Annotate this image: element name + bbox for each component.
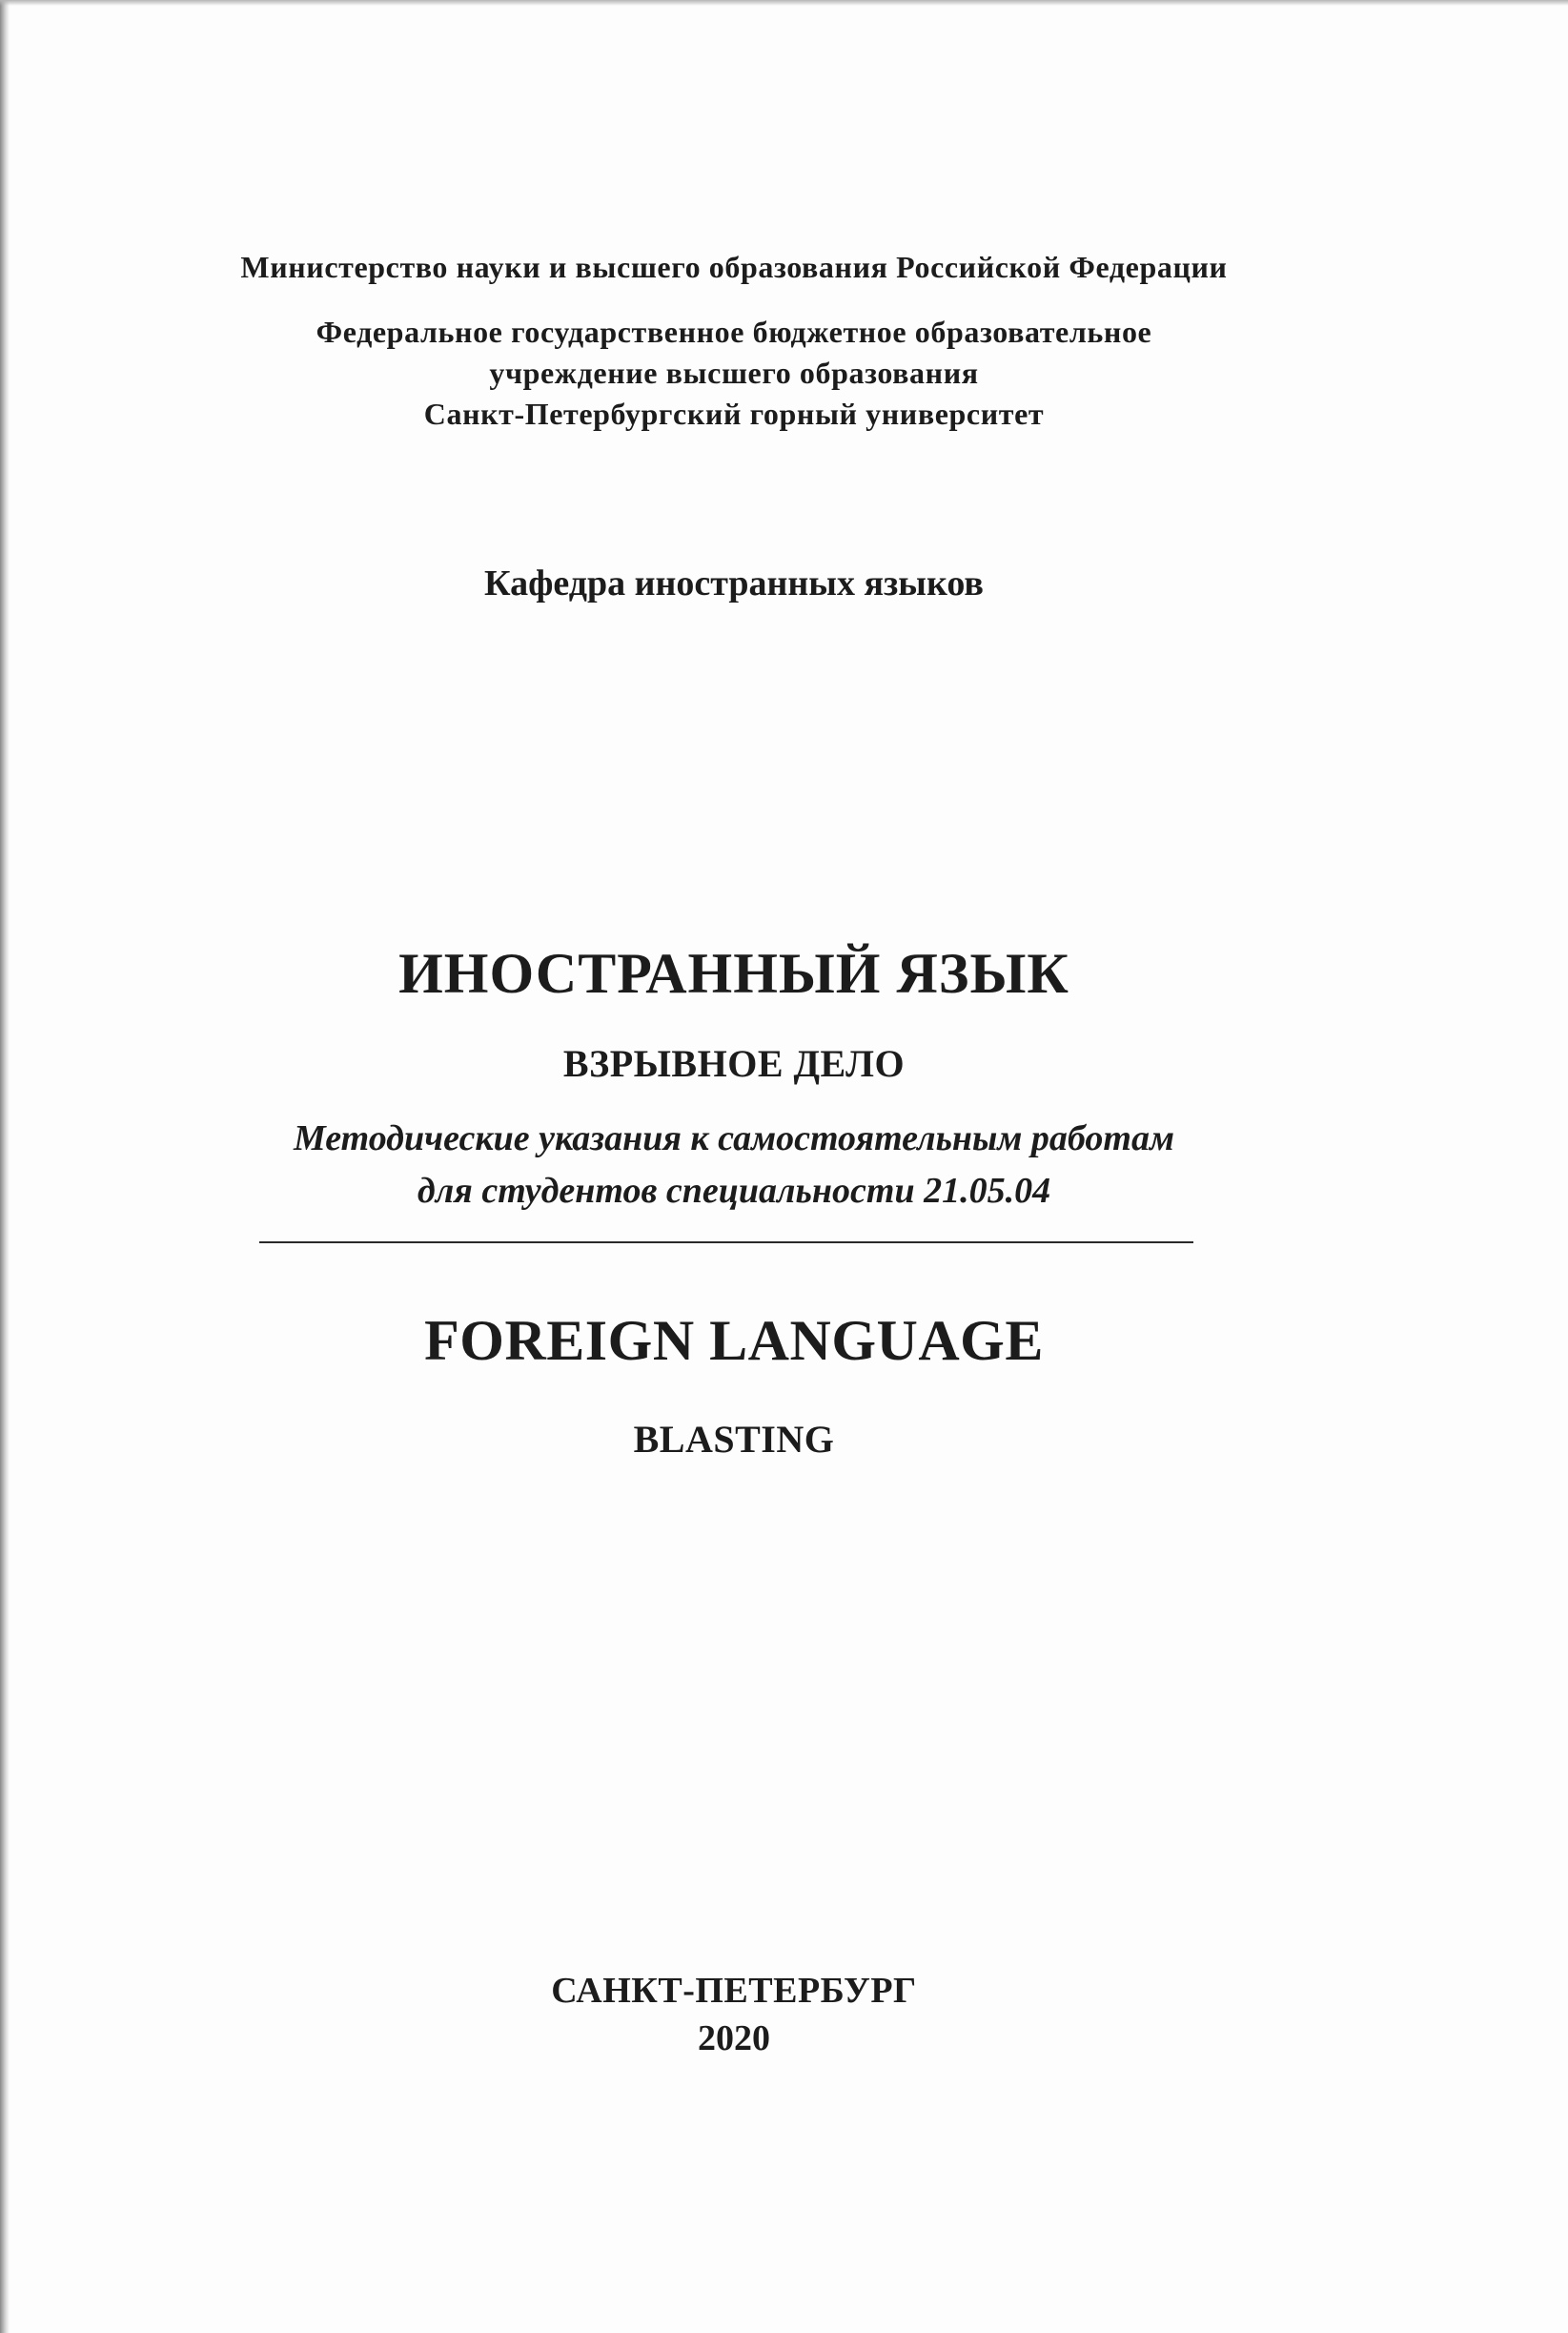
scan-edge-top (0, 0, 1568, 6)
title-english: FOREIGN LANGUAGE (424, 1309, 1044, 1372)
title-russian: ИНОСТРАННЫЙ ЯЗЫК (398, 942, 1069, 1005)
divider-rule (259, 1241, 1193, 1243)
subtitle-russian: ВЗРЫВНОЕ ДЕЛО (562, 1042, 906, 1085)
institution-line-1: Федеральное государственное бюджетное образовательное (316, 315, 1152, 349)
institution-line-2: учреждение высшего образования (489, 356, 979, 390)
subtitle-english: BLASTING (633, 1418, 835, 1461)
institution-line-3: Санкт-Петербургский горный университет (423, 397, 1045, 431)
description-line-1: Методические указания к самостоятельным работам (294, 1118, 1174, 1158)
publication-city: САНКТ-ПЕТЕРБУРГ (551, 1971, 917, 2011)
department-name: Кафедра иностранных языков (484, 563, 984, 604)
publication-year: 2020 (698, 2018, 770, 2058)
description-line-2: для студентов специальности 21.05.04 (417, 1171, 1051, 1211)
ministry-heading: Министерство науки и высшего образования Российской Федерации (240, 250, 1228, 284)
